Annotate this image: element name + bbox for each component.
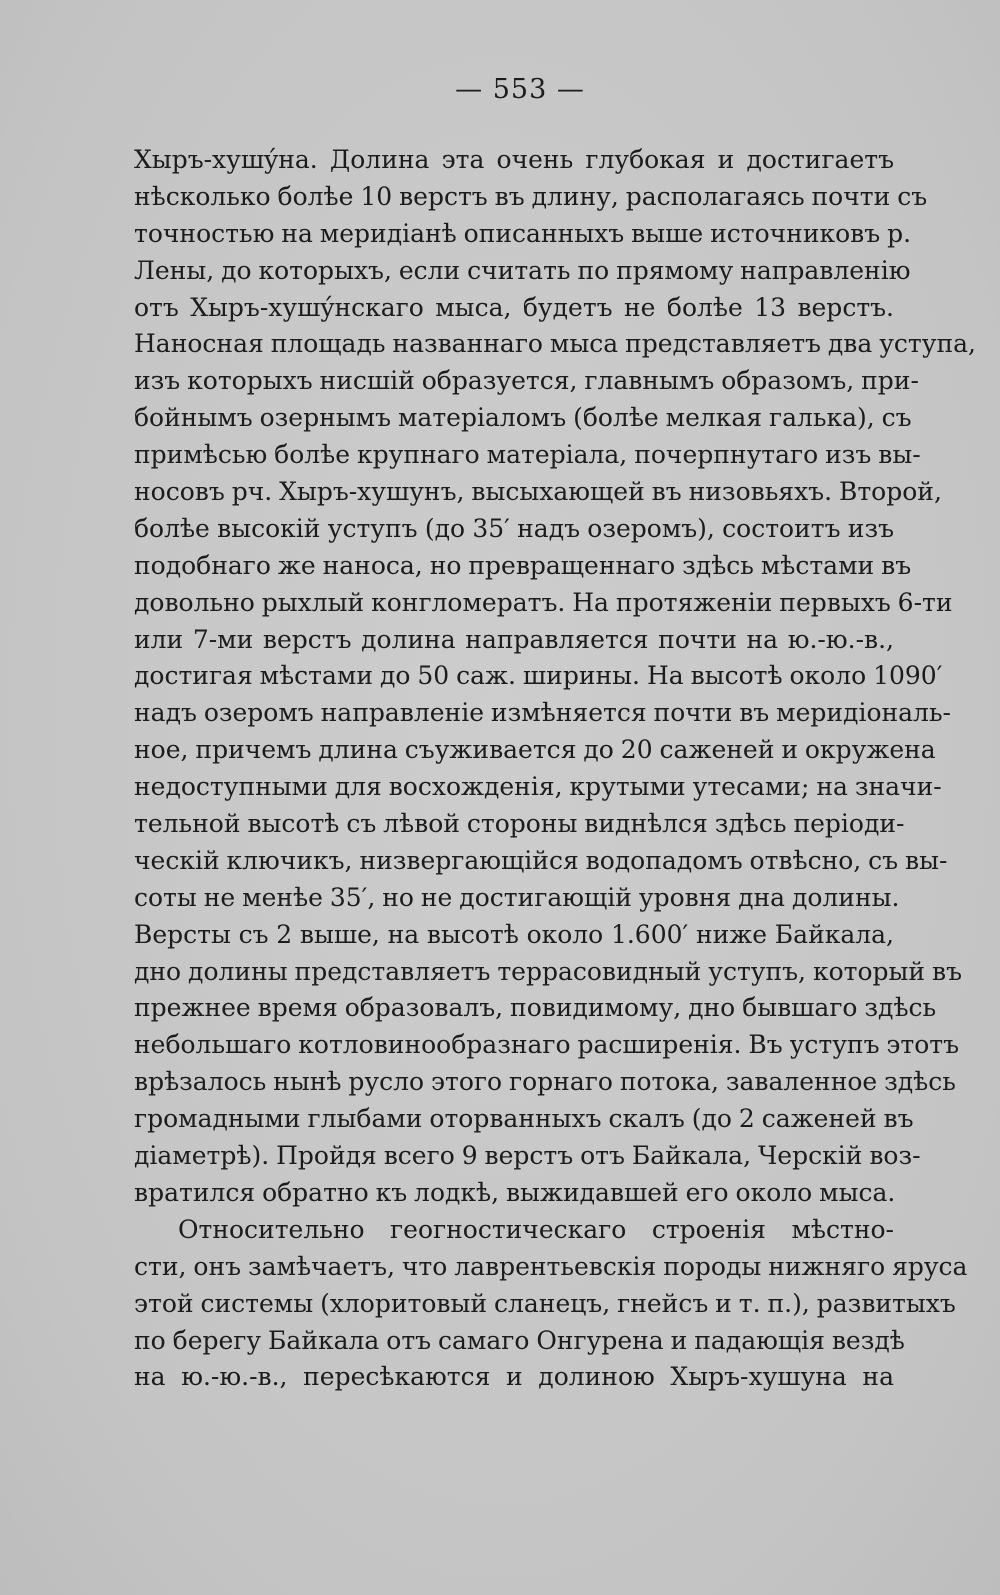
text-line: изъ которыхъ нисшій образуется, главнымъ образомъ, при- [134,366,919,396]
text-line: недоступными для восхожденія, крутыми утесами; на значи- [134,772,942,802]
text-line: прежнее время образовалъ, повидимому, дно бывшаго здѣсь [134,993,937,1023]
text-line: ческій ключикъ, низвергающійся водопадомъ отвѣсно, съ вы- [134,845,948,875]
text-line: Относительно геогностическаго строенія мѣстно- [178,1214,894,1244]
text-line: надъ озеромъ направленіе измѣняется почти въ меридіональ- [134,698,951,728]
text-line: Хыръ-хушýна. Долина эта очень глубокая и достигаетъ [134,145,894,174]
text-line: соты не менѣе 35′, но не достигающій уровня дна долины. [134,882,900,912]
paragraph [134,1212,968,1396]
text-line: примѣсью болѣе крупнаго матеріала, почерпнутаго изъ вы- [134,440,921,470]
text-line: на ю.-ю.-в., пересѣкаются и долиною Хыръ-хушуна на [134,1362,894,1392]
text-line: носовъ рч. Хыръ-хушунъ, высыхающей въ низовьяхъ. Второй, [134,477,942,507]
text-line: вратился обратно къ лодкѣ, выжидавшей его около мыса. [134,1177,896,1207]
text-line: бойнымъ озернымъ матеріаломъ (болѣе мелкая галька), съ [134,403,912,433]
text-line: тельной высотѣ съ лѣвой стороны виднѣлся здѣсь періоди- [134,809,905,839]
text-line: врѣзалось нынѣ русло этого горнаго потока, заваленное здѣсь [134,1067,956,1097]
text-line: дно долины представляетъ террасовидный уступъ, который въ [134,956,962,986]
text-line: этой системы (хлоритовый сланецъ, гнейсъ и т. п.), развитыхъ [134,1288,956,1318]
text-line: довольно рыхлый конгломератъ. На протяженіи первыхъ 6-ти [134,587,953,617]
text-line: діаметрѣ). Пройдя всего 9 верстъ отъ Байкала, Черскій воз- [134,1141,921,1171]
text-line: небольшаго котловинообразнаго расширенія. Въ уступъ этотъ [134,1030,960,1060]
text-line: ное, причемъ длина съуживается до 20 саженей и окружена [134,735,936,765]
text-line: болѣе высокій уступъ (до 35′ надъ озеромъ), состоитъ изъ [134,513,894,543]
paragraph [134,142,976,1212]
body-text [134,142,976,1396]
text-line: точностью на меридіанѣ описанныхъ выше источниковъ р. [134,218,912,248]
text-line: сти, онъ замѣчаетъ, что лаврентьевскія породы нижняго яруса [134,1251,968,1281]
text-line: по берегу Байкала отъ самаго Онгурена и падающія вездѣ [134,1325,905,1355]
text-line: подобнаго же наноса, но превращеннаго здѣсь мѣстами въ [134,550,912,580]
text-line: Версты съ 2 выше, на высотѣ около 1.600′ ниже Байкала, [134,919,894,949]
text-line: достигая мѣстами до 50 саж. ширины. На высотѣ около 1090′ [134,661,943,691]
text-line: нѣсколько болѣе 10 верстъ въ длину, располагаясь почти съ [134,181,928,211]
page-number: — 553 — [455,74,585,105]
text-line: Лены, до которыхъ, если считать по прямому направленію [134,255,911,285]
text-line: или 7-ми верстъ долина направляется почти на ю.-ю.-в., [134,624,894,654]
text-line: громадными глыбами оторванныхъ скалъ (до 2 саженей въ [134,1104,914,1134]
text-line: Наносная площадь названнаго мыса представляетъ два уступа, [134,329,976,359]
text-line: отъ Хыръ-хушýнскаго мыса, будетъ не болѣе 13 верстъ. [134,292,894,322]
